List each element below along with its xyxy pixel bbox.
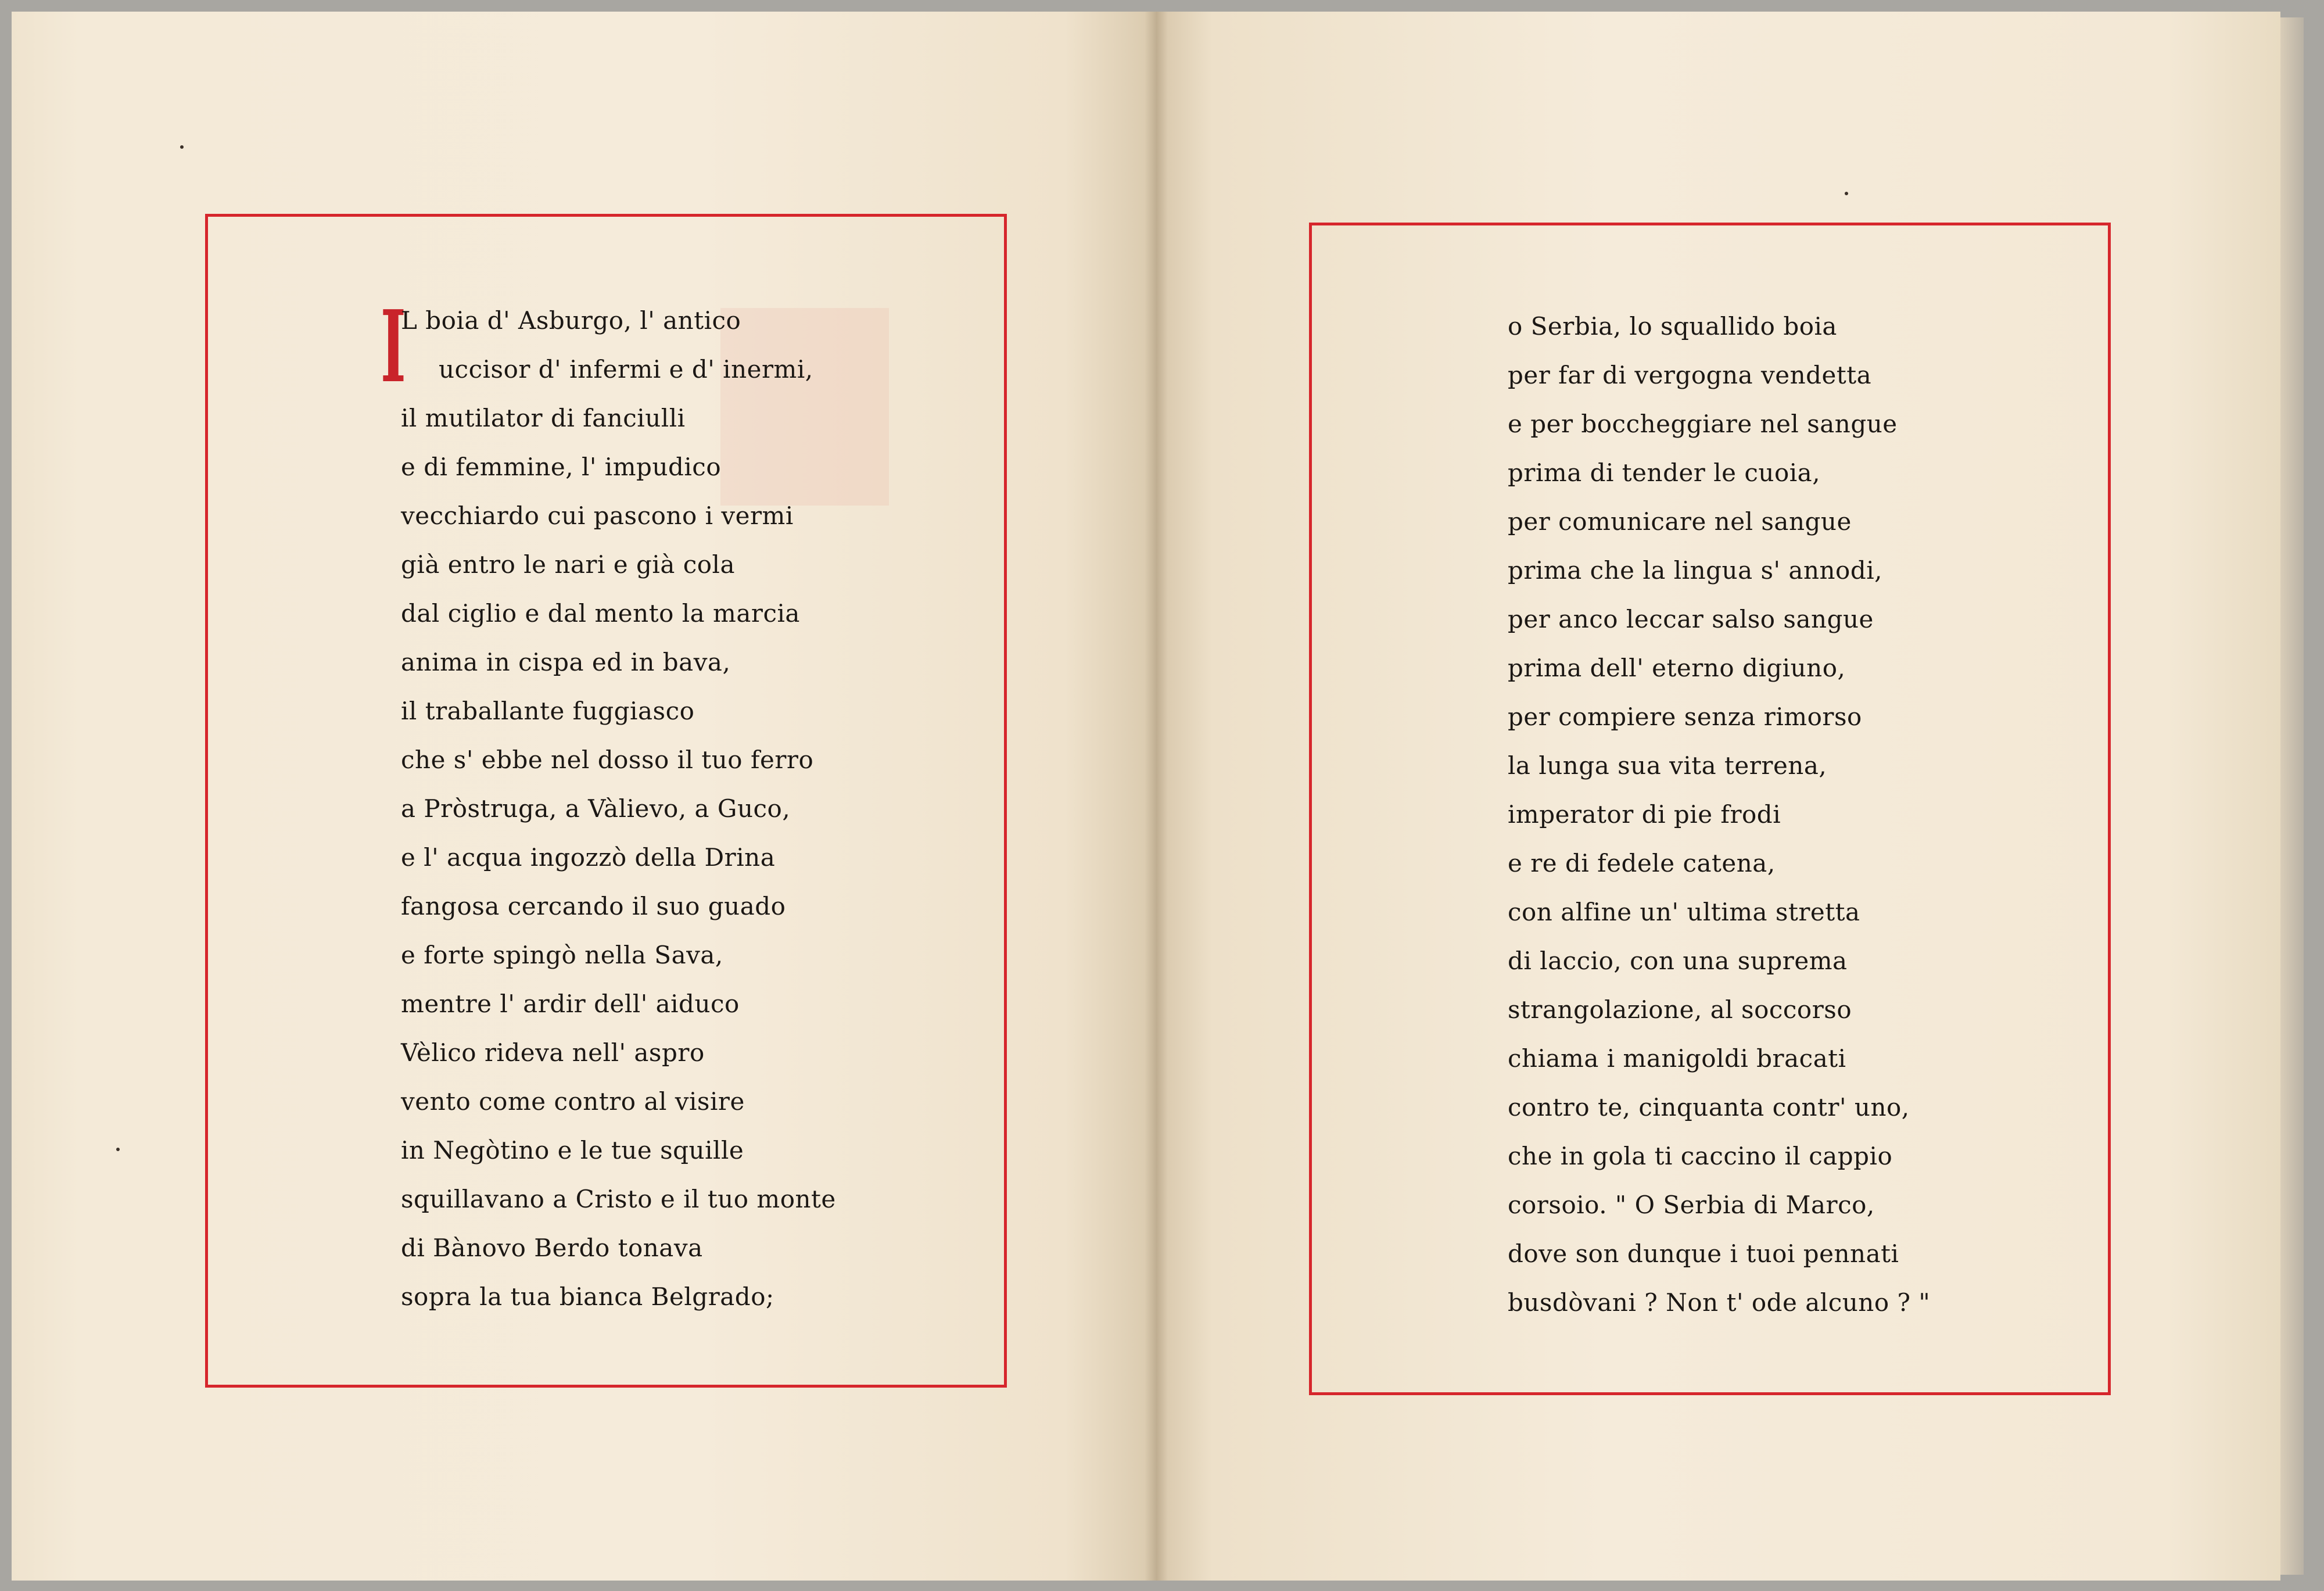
paper-speck: [1845, 192, 1848, 195]
poem-line: per comunicare nel sangue: [1508, 507, 1852, 536]
page-edge: [2280, 17, 2304, 1575]
poem-line: Vèlico rideva nell' aspro: [401, 1038, 705, 1067]
poem-line: prima che la lingua s' annodi,: [1508, 556, 1882, 585]
drop-cap: I: [381, 289, 406, 405]
poem-line: dal ciglio e dal mento la marcia: [401, 599, 800, 628]
poem-line: di Bànovo Berdo tonava: [401, 1234, 703, 1262]
poem-line: contro te, cinquanta contr' uno,: [1508, 1093, 1910, 1121]
poem-line: di laccio, con una suprema: [1508, 947, 1848, 975]
poem-line: e di femmine, l' impudico: [401, 453, 722, 481]
poem-line: squillavano a Cristo e il tuo monte: [401, 1185, 836, 1213]
poem-line: dove son dunque i tuoi pennati: [1508, 1239, 1899, 1268]
poem-line: sopra la tua bianca Belgrado;: [401, 1282, 774, 1311]
poem-line: che s' ebbe nel dosso il tuo ferro: [401, 746, 814, 774]
poem-line: per compiere senza rimorso: [1508, 703, 1862, 731]
poem-line: uccisor d' infermi e d' inermi,: [439, 355, 813, 384]
poem-line: il traballante fuggiasco: [401, 697, 695, 725]
poem-line: mentre l' ardir dell' aiduco: [401, 990, 740, 1018]
left-poem-text: [401, 296, 836, 1321]
paper-speck: [180, 145, 184, 149]
paper-speck: [116, 1148, 120, 1151]
right-poem-text: [1508, 302, 1930, 1327]
poem-line: o Serbia, lo squallido boia: [1508, 312, 1837, 341]
poem-line: e forte spingò nella Sava,: [401, 941, 723, 969]
poem-line: che in gola ti caccino il cappio: [1508, 1142, 1893, 1170]
poem-line: corsoio. " O Serbia di Marco,: [1508, 1191, 1875, 1219]
poem-line: prima di tender le cuoia,: [1508, 458, 1821, 487]
poem-line: vento come contro al visire: [401, 1087, 745, 1116]
poem-line: e l' acqua ingozzò della Drina: [401, 843, 776, 872]
poem-line: L boia d' Asburgo, l' antico: [401, 306, 741, 335]
poem-line: per far di vergogna vendetta: [1508, 361, 1872, 389]
poem-line: anima in cispa ed in bava,: [401, 648, 731, 676]
poem-line: vecchiardo cui pascono i vermi: [401, 501, 794, 530]
poem-line: in Negòtino e le tue squille: [401, 1136, 744, 1164]
poem-line: con alfine un' ultima stretta: [1508, 898, 1860, 926]
poem-line: imperator di pie frodi: [1508, 800, 1781, 829]
poem-line: per anco leccar salso sangue: [1508, 605, 1874, 633]
poem-line: chiama i manigoldi bracati: [1508, 1044, 1846, 1073]
poem-line: busdòvani ? Non t' ode alcuno ? ": [1508, 1288, 1931, 1317]
poem-line: e per boccheggiare nel sangue: [1508, 410, 1898, 438]
book-gutter: [1145, 12, 1168, 1581]
poem-line: a Pròstruga, a Vàlievo, a Guco,: [401, 794, 791, 823]
poem-line: già entro le nari e già cola: [401, 550, 735, 579]
poem-line: la lunga sua vita terrena,: [1508, 751, 1827, 780]
poem-line: strangolazione, al soccorso: [1508, 995, 1852, 1024]
poem-line: prima dell' eterno digiuno,: [1508, 654, 1846, 682]
poem-line: fangosa cercando il suo guado: [401, 892, 786, 920]
poem-line: il mutilator di fanciulli: [401, 404, 686, 432]
poem-line: e re di fedele catena,: [1508, 849, 1776, 877]
